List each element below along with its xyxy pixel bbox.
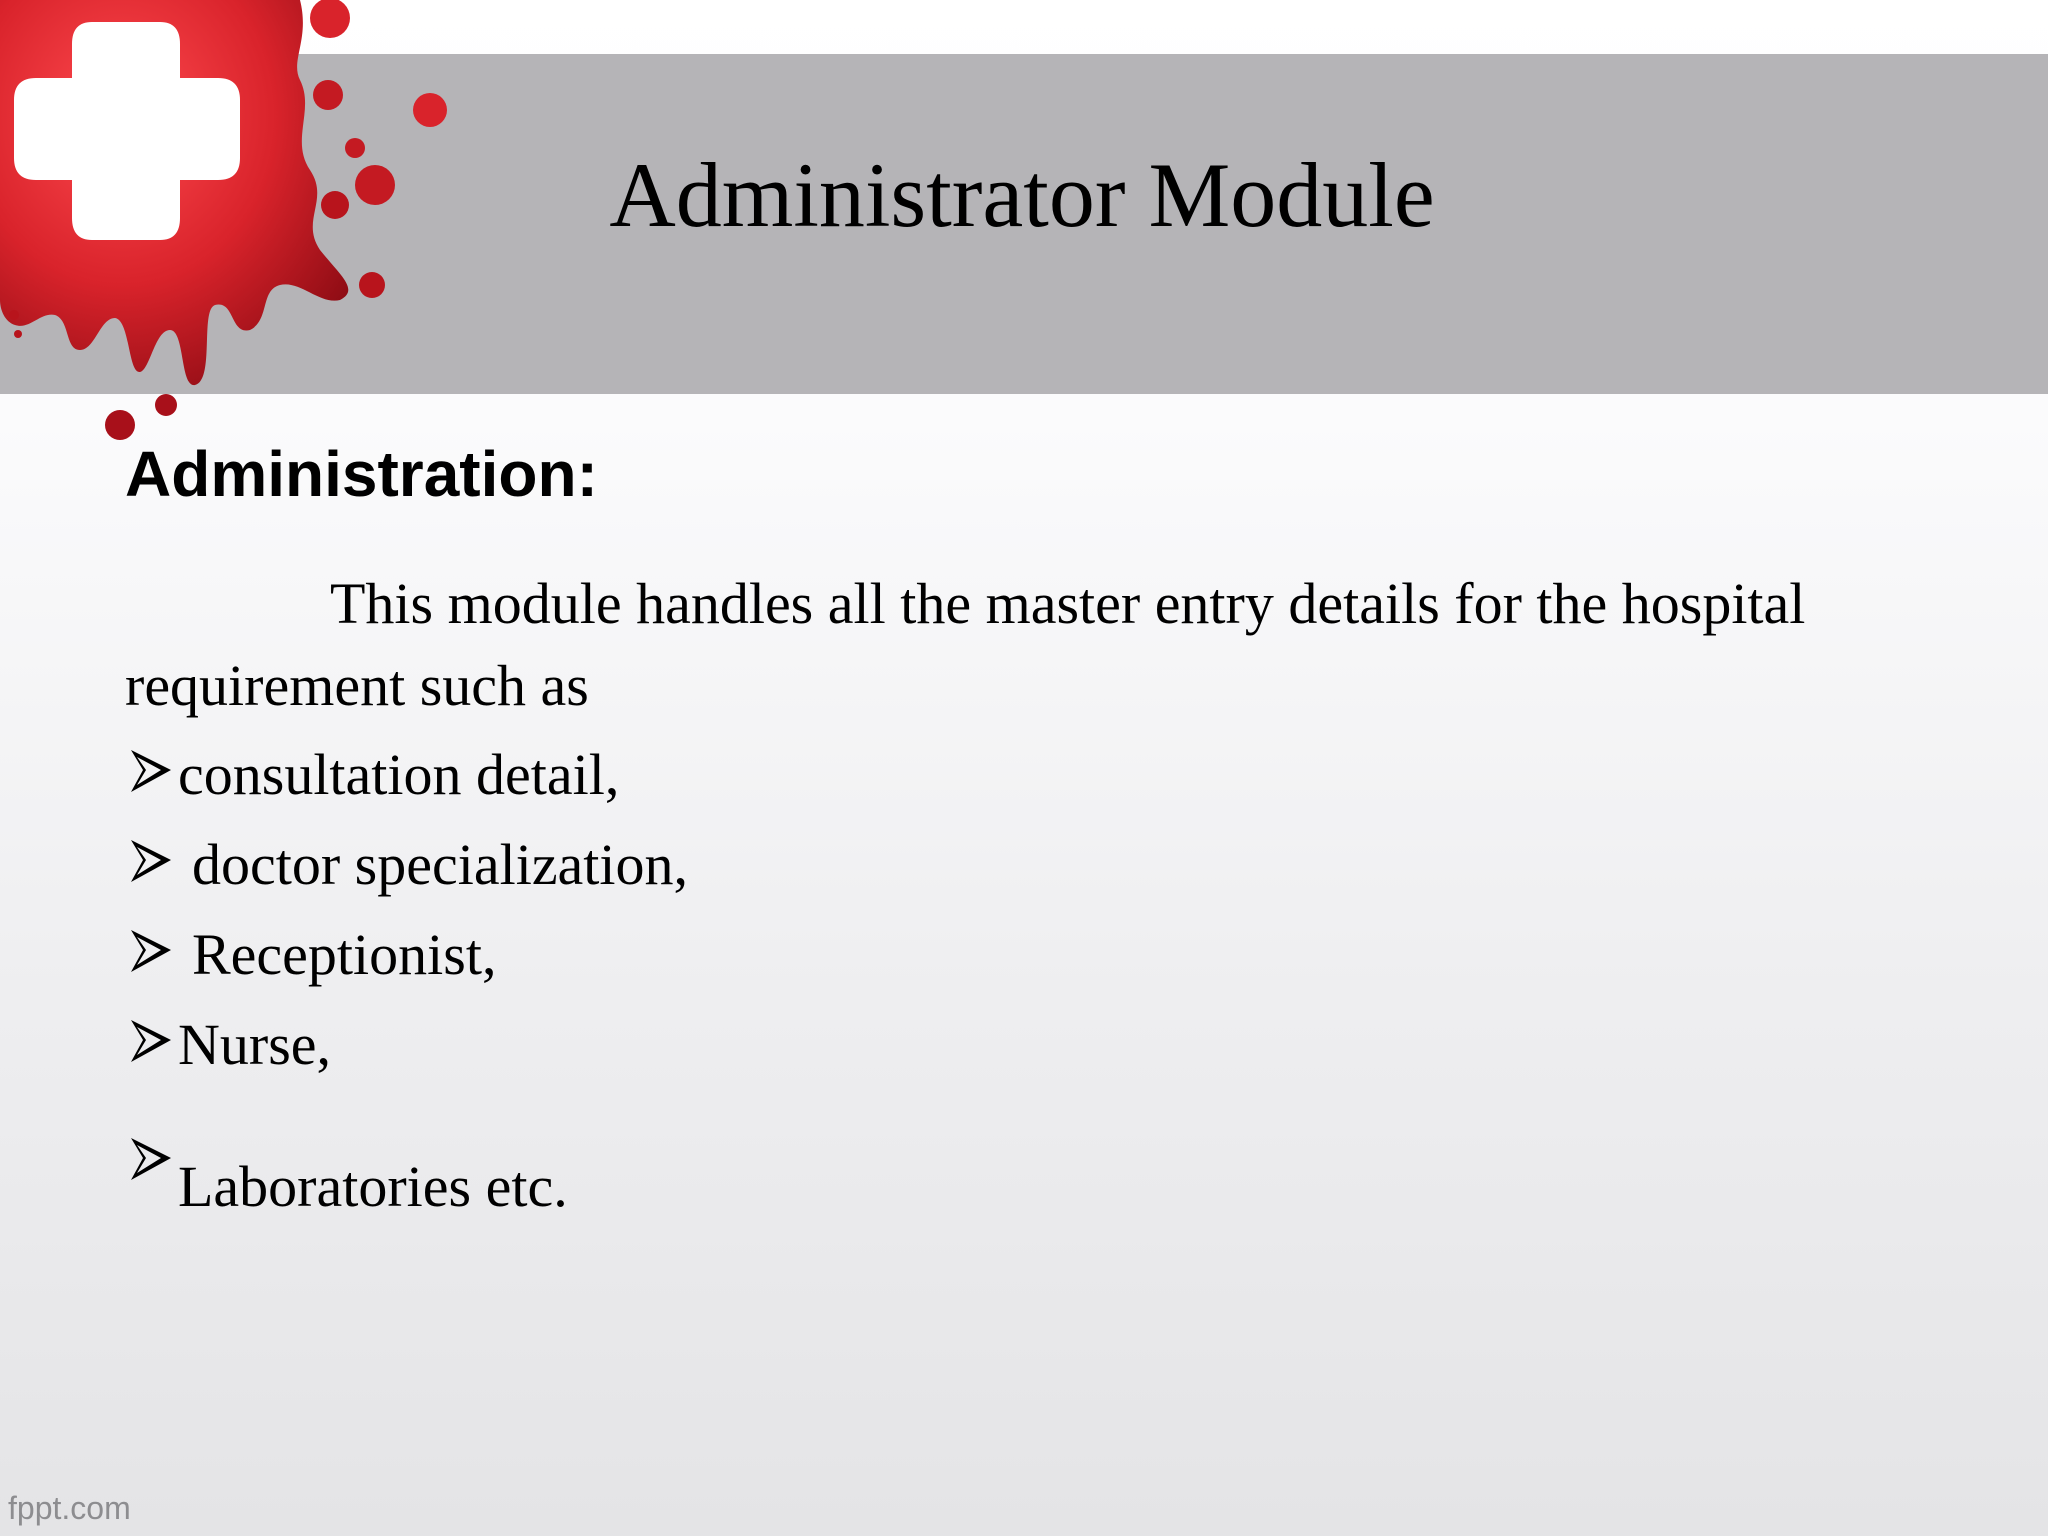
arrow-bullet-icon: [128, 746, 174, 796]
bullet-item: Receptionist,: [128, 920, 496, 990]
section-heading: Administration:: [125, 438, 598, 510]
intro-paragraph: This module handles all the master entry details for the hospital requirement such as: [125, 571, 1806, 718]
arrow-bullet-icon: [128, 1016, 174, 1066]
arrow-bullet-icon: [128, 926, 174, 976]
bullet-item: consultation detail,: [128, 740, 619, 810]
arrow-bullet-icon: [128, 836, 174, 886]
slide-title: Administrator Module: [609, 144, 1435, 246]
bullet-item: doctor specialization,: [128, 830, 688, 900]
bullet-item: Laboratories etc.: [128, 1134, 568, 1222]
arrow-bullet-icon: [128, 1134, 174, 1184]
bullet-item: Nurse,: [128, 1010, 331, 1080]
footer-watermark: fppt.com: [8, 1490, 131, 1526]
